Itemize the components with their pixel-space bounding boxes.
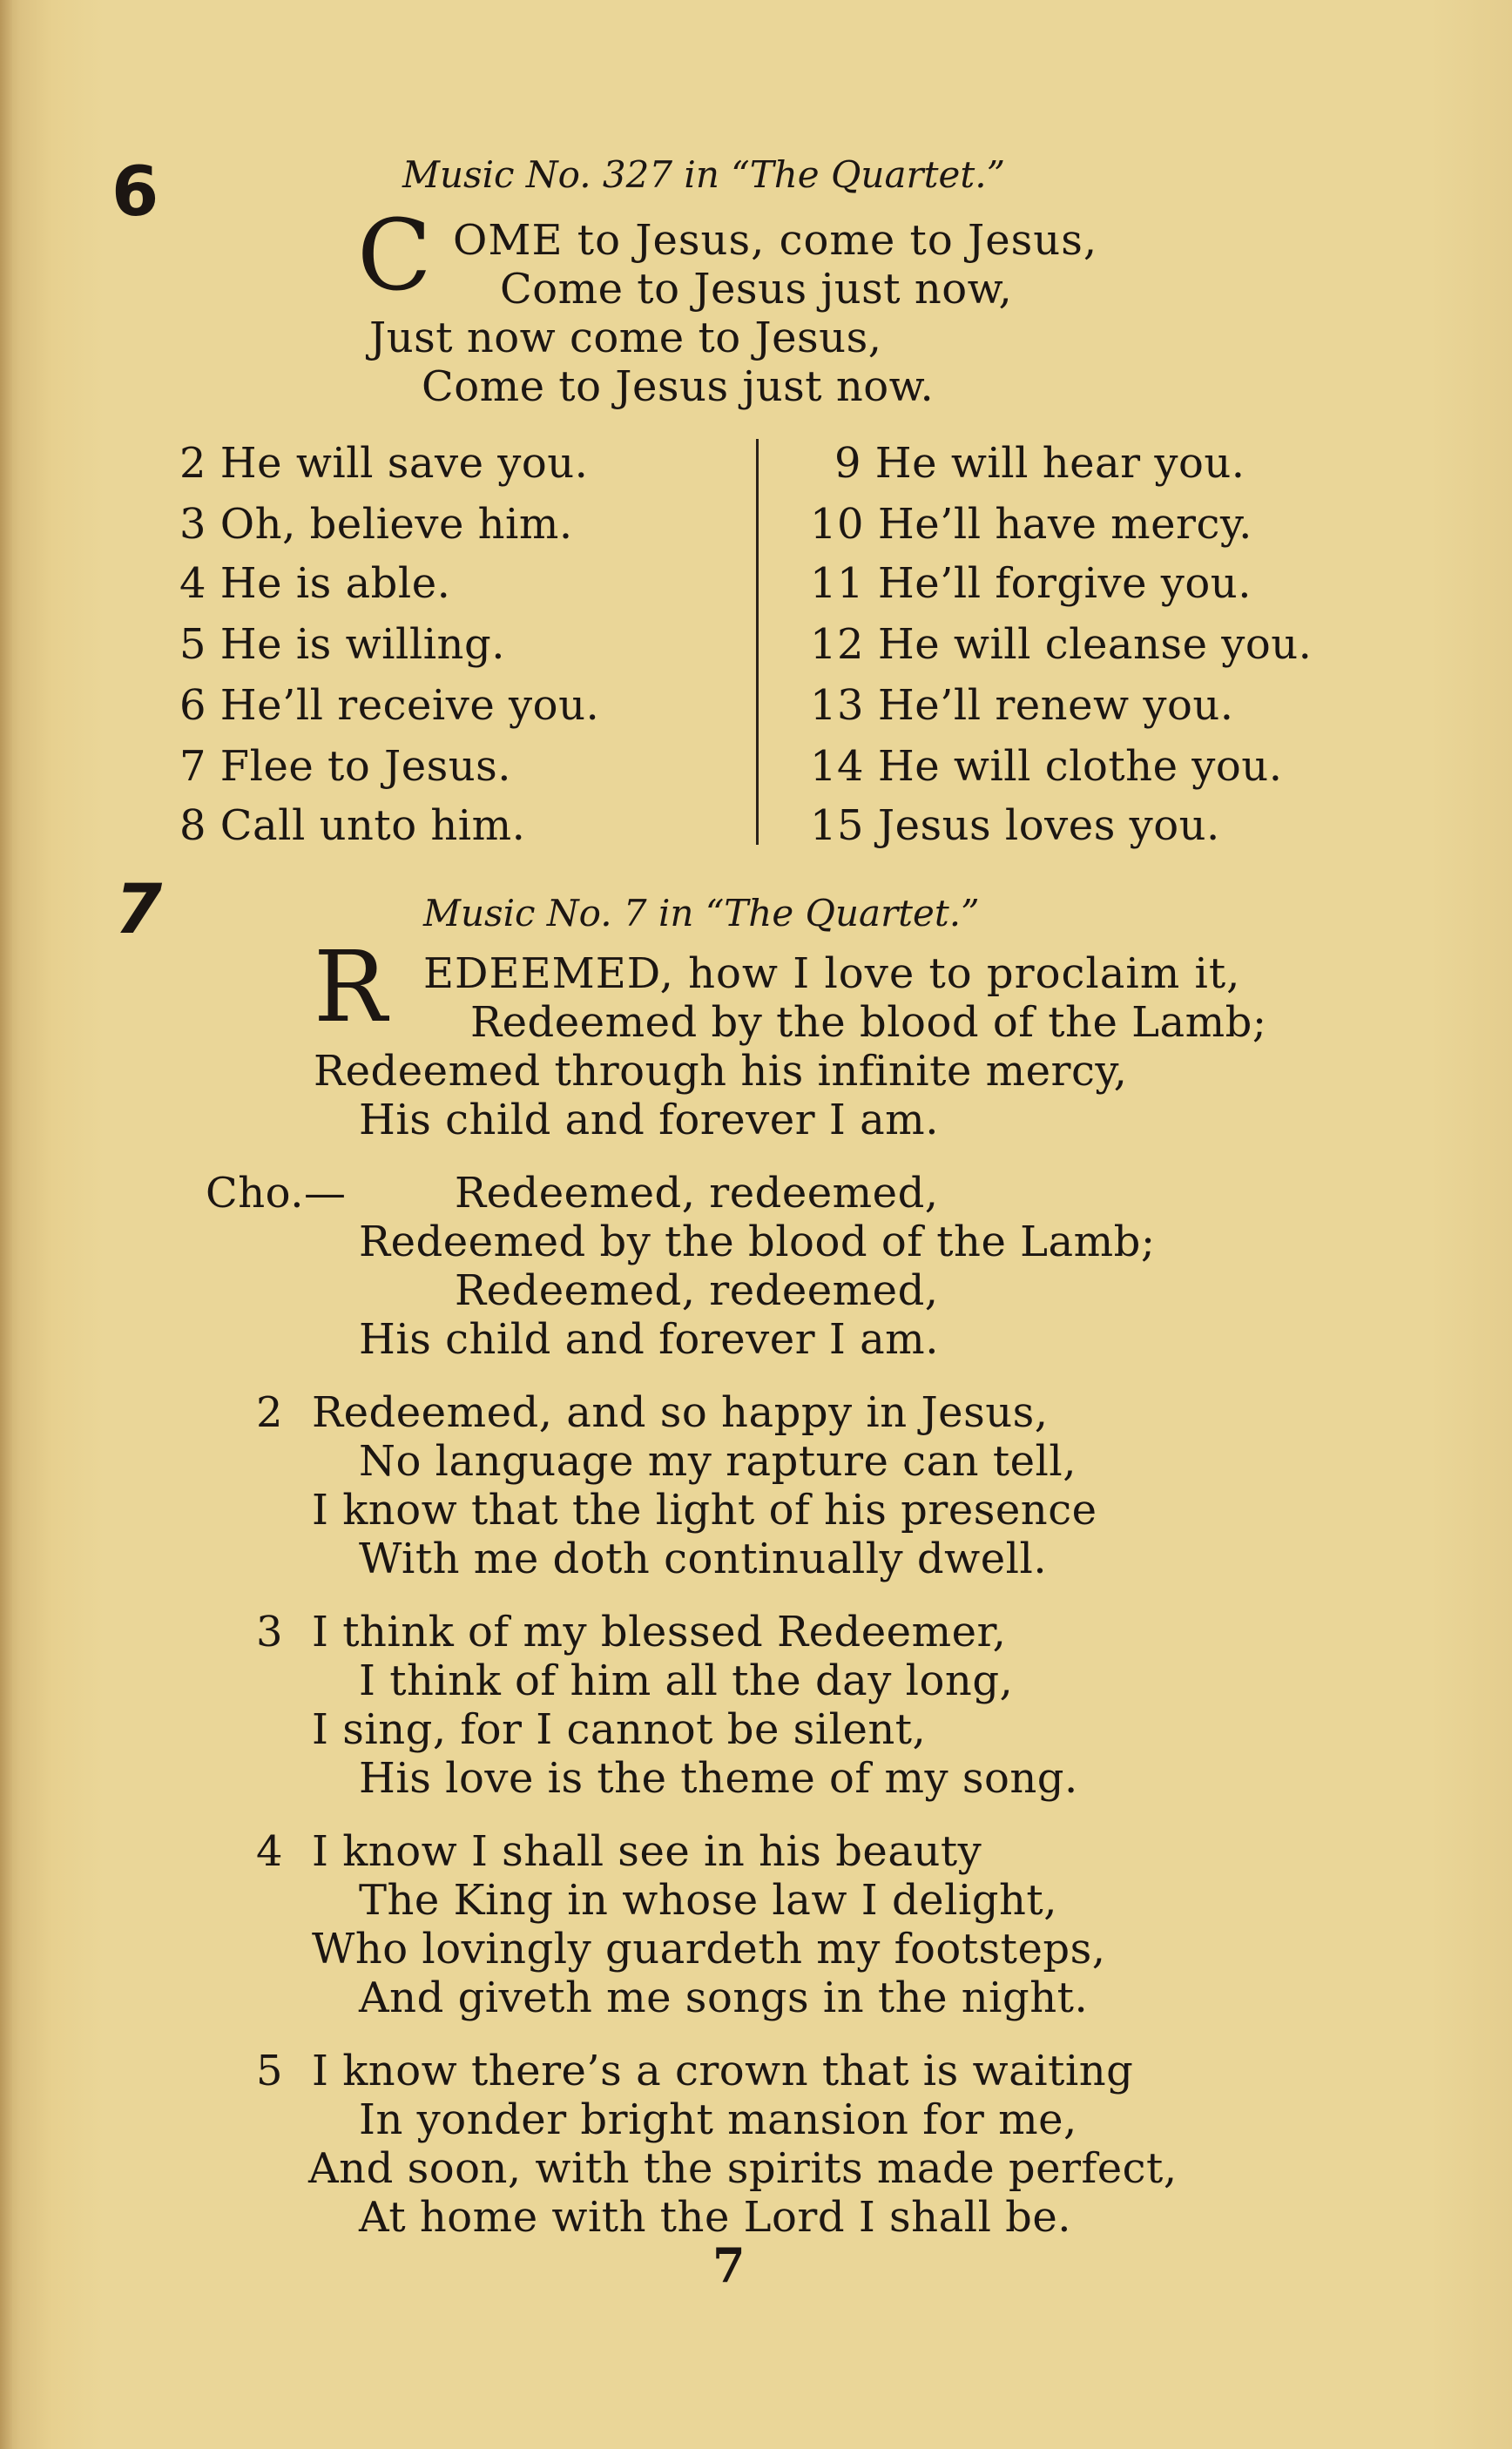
- hymn-7-chorus-line-4: His child and forever I am.: [359, 1315, 939, 1364]
- hymn-6-right-line: 13 He’ll renew you.: [810, 681, 1234, 730]
- hymn-7-verse-2-line-3: I know that the light of his presence: [312, 1486, 1097, 1535]
- hymn-7-verse-4-line-2: The King in whose law I delight,: [359, 1876, 1057, 1925]
- hymn-6-right-line: 10 He’ll have mercy.: [810, 500, 1252, 549]
- hymn-7-verse-1-line-4: His child and forever I am.: [359, 1096, 939, 1144]
- hymn-6-left-line: 5 He is willing.: [179, 620, 505, 669]
- hymn-6-left-line: 4 He is able.: [179, 559, 451, 608]
- hymn-6-dropcap: C: [357, 199, 432, 313]
- hymn-6-right-line: 11 He’ll forgive you.: [810, 559, 1252, 608]
- hymn-7-music-reference: Music No. 7 in “The Quartet.”: [423, 892, 980, 934]
- hymn-6-refrain-line-1: OME to Jesus, come to Jesus,: [453, 216, 1098, 265]
- hymn-7-chorus-line-1: Redeemed, redeemed,: [455, 1169, 939, 1218]
- hymn-7-chorus-line-3: Redeemed, redeemed,: [455, 1266, 939, 1315]
- hymn-7-number: 7: [115, 871, 163, 949]
- hymn-6-left-line: 7 Flee to Jesus.: [179, 742, 512, 791]
- hymn-7-verse-3-line-3: I sing, for I cannot be silent,: [312, 1705, 927, 1754]
- hymn-7-dropcap: R: [314, 931, 388, 1044]
- hymn-6-right-line: 12 He will cleanse you.: [810, 620, 1313, 669]
- hymn-7-verse-3-line-4: His love is the theme of my song.: [359, 1754, 1078, 1803]
- hymn-6-right-line: 9 He will hear you.: [834, 439, 1245, 488]
- column-divider: [756, 439, 759, 845]
- hymn-6-left-line: 8 Call unto him.: [179, 801, 526, 850]
- hymn-7-verse-4-line-1: I know I shall see in his beauty: [312, 1827, 982, 1876]
- hymn-6-refrain-line-4: Come to Jesus just now.: [422, 362, 935, 411]
- hymn-7-verse-2-line-4: With me doth continually dwell.: [359, 1535, 1048, 1583]
- hymn-7-verse-3-number: 3: [256, 1608, 284, 1656]
- hymn-7-verse-4-line-3: Who lovingly guardeth my footsteps,: [312, 1925, 1106, 1973]
- hymn-7-chorus-label: Cho.—: [206, 1169, 347, 1218]
- hymn-6-left-line: 6 He’ll receive you.: [179, 681, 600, 730]
- page-number: 7: [712, 2237, 746, 2293]
- hymn-7-verse-5-line-3: And soon, with the spirits made perfect,: [308, 2144, 1178, 2193]
- hymn-7-verse-1-line-2: Redeemed by the blood of the Lamb;: [470, 998, 1267, 1047]
- hymn-6-refrain-line-2: Come to Jesus just now,: [500, 265, 1013, 314]
- hymn-7-verse-5-line-2: In yonder bright mansion for me,: [359, 2095, 1077, 2144]
- hymn-7-chorus-line-2: Redeemed by the blood of the Lamb;: [359, 1218, 1156, 1266]
- hymn-6-left-line: 2 He will save you.: [179, 439, 589, 488]
- hymn-6-refrain-line-3: Just now come to Jesus,: [369, 314, 882, 362]
- hymn-7-verse-3-line-1: I think of my blessed Redeemer,: [312, 1608, 1007, 1656]
- hymn-7-verse-1-line-1: EDEEMED, how I love to proclaim it,: [423, 949, 1241, 998]
- hymn-7-verse-5-number: 5: [256, 2047, 284, 2095]
- hymn-7-verse-4-number: 4: [256, 1827, 284, 1876]
- hymn-6-music-reference: Music No. 327 in “The Quartet.”: [402, 153, 1006, 196]
- hymn-7-verse-2-number: 2: [256, 1388, 284, 1437]
- hymn-6-right-line: 15 Jesus loves you.: [810, 801, 1220, 850]
- hymn-7-verse-5-line-4: At home with the Lord I shall be.: [359, 2193, 1072, 2242]
- hymn-7-verse-3-line-2: I think of him all the day long,: [359, 1656, 1014, 1705]
- page-spine-shadow: [0, 0, 12, 2449]
- hymn-7-verse-4-line-4: And giveth me songs in the night.: [359, 1973, 1089, 2022]
- hymn-6-number: 6: [111, 153, 159, 232]
- hymn-7-verse-1-line-3: Redeemed through his infinite mercy,: [314, 1047, 1128, 1096]
- hymn-6-left-line: 3 Oh, believe him.: [179, 500, 573, 549]
- hymn-7-verse-2-line-2: No language my rapture can tell,: [359, 1437, 1077, 1486]
- hymn-7-verse-5-line-1: I know there’s a crown that is waiting: [312, 2047, 1134, 2095]
- hymn-6-right-line: 14 He will clothe you.: [810, 742, 1283, 791]
- hymn-7-verse-2-line-1: Redeemed, and so happy in Jesus,: [312, 1388, 1049, 1437]
